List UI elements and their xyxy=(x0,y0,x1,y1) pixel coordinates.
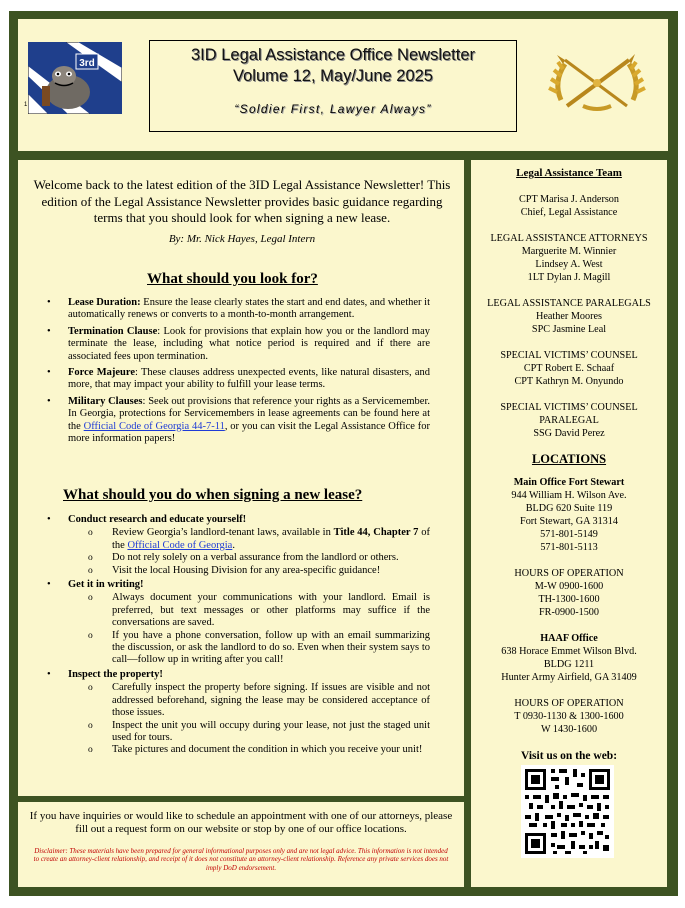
list-item-term: Military Clauses xyxy=(68,395,143,407)
haaf-office-address: BLDG 1211 xyxy=(543,659,595,670)
sub-item-text: of the xyxy=(112,527,430,551)
hours-title: HOURS OF OPERATION xyxy=(514,698,624,709)
team-title: Legal Assistance Team xyxy=(516,167,622,179)
list-item-text: : Seek out provisions that reference your rights as a Servicemember. In Georgia, protections for Servicemembers in lease agreements can be found here at the xyxy=(68,395,430,432)
list-item xyxy=(30,579,430,667)
haaf-office-block xyxy=(474,632,664,684)
haaf-office-title: HAAF Office xyxy=(540,633,598,644)
sidebar-content xyxy=(474,164,664,763)
list-item xyxy=(30,297,430,322)
paralegals-title: LEGAL ASSISTANCE PARALEGALS xyxy=(487,298,651,309)
sub-item-text: Review Georgia’s landlord-tenant laws, available in xyxy=(112,527,334,539)
attorney-name: Marguerite M. Winnier xyxy=(521,246,617,257)
main-office-hours xyxy=(474,567,664,619)
svc-paralegal-block xyxy=(474,401,664,440)
svc-block xyxy=(474,349,664,388)
list-item-text: : Look for provisions that explain how you or the landlord may terminate the lease, including what notice period is required and if there are associated fees upon termination. xyxy=(68,325,430,362)
logo-badge-text: 3rd xyxy=(79,58,95,69)
main-office-phone: 571-801-5113 xyxy=(540,542,598,553)
sub-item-bold: Title 44, Chapter 7 xyxy=(333,527,419,539)
sub-list-item: o If you have a phone conversation, follow up with an email summarizing the discussion, or ask the landlord to do so. Even when their system says to call—follow up in writing after you call! xyxy=(68,630,430,667)
logo-footnote-marker: 1 xyxy=(24,102,28,108)
sub-item-text: . xyxy=(232,539,235,551)
paralegals-block xyxy=(474,297,664,336)
svc-paralegal-name: SSG David Perez xyxy=(533,428,605,439)
hours-title: HOURS OF OPERATION xyxy=(514,568,624,579)
sub-list-item: o Carefully inspect the property before signing. If issues are visible and not addressed beforehand, signing the lease may be considered acceptance of those issues. xyxy=(68,682,430,719)
signing-list xyxy=(30,514,430,759)
svc-name: CPT Kathryn M. Onyundo xyxy=(514,376,624,387)
official-code-of-georgia-link[interactable]: Official Code of Georgia xyxy=(127,539,233,551)
hours-line: W 1430-1600 xyxy=(540,724,598,735)
svc-name: CPT Robert E. Schaaf xyxy=(523,363,615,374)
list-item-title: Get it in writing! xyxy=(68,579,144,591)
paralegal-name: SPC Jasmine Leal xyxy=(531,324,607,335)
sub-list-item xyxy=(68,527,430,552)
section-heading-signing-new-lease: What should you do when signing a new lease? xyxy=(63,487,363,503)
chief-name: CPT Marisa J. Anderson xyxy=(519,194,619,205)
contact-instructions: If you have inquiries or would like to schedule an appointment with one of our attorneys, please fill out a request form on our website or stop by one of our office locations. xyxy=(29,810,453,835)
svc-paralegal-title: PARALEGAL xyxy=(539,415,599,426)
list-item-term: Lease Duration: xyxy=(68,297,141,308)
jag-insignia-icon xyxy=(543,50,651,116)
svc-paralegal-title: SPECIAL VICTIMS’ COUNSEL xyxy=(500,402,638,413)
haaf-office-address: 638 Horace Emmet Wilson Blvd. xyxy=(501,646,637,657)
newsletter-title: 3ID Legal Assistance Office Newsletter xyxy=(191,46,475,64)
list-item-term: Termination Clause xyxy=(68,325,158,337)
haaf-office-hours xyxy=(474,697,664,736)
svc-title: SPECIAL VICTIMS’ COUNSEL xyxy=(500,350,638,361)
list-item-term: Force Majeure xyxy=(68,367,135,379)
hours-line: M-W 0900-1600 xyxy=(534,581,604,592)
newsletter-title-box xyxy=(149,40,517,132)
locations-title: LOCATIONS xyxy=(531,452,607,466)
section-heading-what-to-look-for: What should you look for? xyxy=(147,271,318,287)
main-office-phone: 571-801-5149 xyxy=(540,529,598,540)
attorney-name: 1LT Dylan J. Magill xyxy=(527,272,611,283)
web-visit-title: Visit us on the web: xyxy=(520,750,618,762)
chief-title: Chief, Legal Assistance xyxy=(520,207,618,218)
article-byline: By: Mr. Nick Hayes, Legal Intern xyxy=(168,233,316,245)
newsletter-motto: “Soldier First, Lawyer Always” xyxy=(234,102,432,116)
attorney-name: Lindsey A. West xyxy=(535,259,603,270)
sub-list-item: o Do not rely solely on a verbal assurance from the landlord or others. xyxy=(68,552,430,564)
paralegal-name: Heather Moores xyxy=(536,311,602,322)
division-bulldog-logo-icon xyxy=(28,42,122,114)
attorneys-title: LEGAL ASSISTANCE ATTORNEYS xyxy=(490,233,648,244)
newsletter-volume: Volume 12, May/June 2025 xyxy=(233,67,433,85)
georgia-code-44-7-11-link[interactable]: Official Code of Georgia 44-7-11 xyxy=(83,420,225,432)
main-office-block xyxy=(474,476,664,554)
attorneys-block xyxy=(474,232,664,284)
qr-code-icon[interactable] xyxy=(521,765,614,858)
list-item xyxy=(30,396,430,446)
sub-list-item: o Always document your communications with your landlord. Email is preferred, but text messages or other platforms may suffice if the conversations are saved. xyxy=(68,592,430,629)
sub-list-item: o Visit the local Housing Division for any area-specific guidance! xyxy=(68,565,430,577)
main-office-address: 944 William H. Wilson Ave. xyxy=(511,490,627,501)
main-office-title: Main Office Fort Stewart xyxy=(513,477,625,488)
list-item-text-after: , or you can visit the Legal Assistance Office for more information papers! xyxy=(68,420,430,445)
list-item xyxy=(30,669,430,757)
sub-list-item: o Inspect the unit you will occupy during your lease, not just the staged unit used for tours. xyxy=(68,720,430,745)
main-office-address: BLDG 620 Suite 119 xyxy=(525,503,613,514)
list-item xyxy=(30,514,430,577)
list-item-title: Inspect the property! xyxy=(68,668,163,680)
list-item-title: Conduct research and educate yourself! xyxy=(68,514,247,525)
hours-line: FR-0900-1500 xyxy=(539,607,599,618)
hours-line: TH-1300-1600 xyxy=(538,594,600,605)
haaf-office-address: Hunter Army Airfield, GA 31409 xyxy=(501,672,637,683)
sub-list-item: o Take pictures and document the condition in which you receive your unit! xyxy=(68,744,430,756)
look-for-list xyxy=(30,297,430,449)
list-item-text: Ensure the lease clearly states the start and end dates, and whether it automatically renews or converts to a month-to-month arrangement. xyxy=(68,297,430,321)
chief-block xyxy=(474,193,664,219)
list-item-text: : These clauses address unexpected events, like natural disasters, and more, that may impact your ability to fulfill your lease terms. xyxy=(68,367,430,391)
hours-line: T 0930-1130 & 1300-1600 xyxy=(514,711,624,722)
list-item xyxy=(30,367,430,392)
intro-paragraph: Welcome back to the latest edition of the 3ID Legal Assistance Newsletter! This edition of the Legal Assistance Newsletter provides basic guidance regarding terms that you should look for when signing a new lease. xyxy=(33,177,451,225)
list-item xyxy=(30,326,430,363)
legal-disclaimer: Disclaimer: These materials have been prepared for general informational purposes only and are not legal advice. This information is not intended to create an attorney-client relationship, and receipt of it does not constitute an attorney-client relationship. Reference any private services does not imply DoD endorsement. xyxy=(33,847,449,872)
main-office-address: Fort Stewart, GA 31314 xyxy=(520,516,618,527)
